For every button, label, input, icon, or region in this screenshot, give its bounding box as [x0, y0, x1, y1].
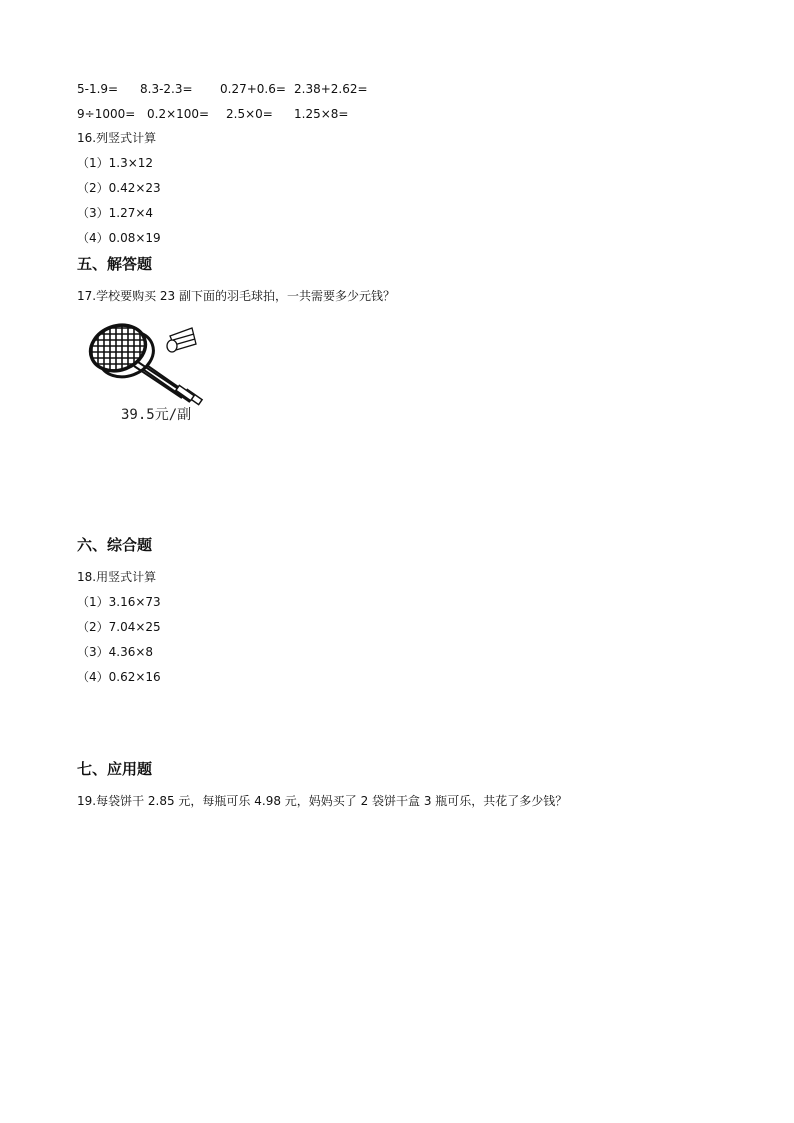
shuttlecock-icon — [167, 328, 196, 352]
section-7-heading: 七、应用题 — [77, 760, 153, 778]
oral-calc-item: 2.5×0= — [226, 107, 273, 121]
oral-calc-item: 2.38+2.62= — [294, 82, 368, 96]
question-16-item: （3）1.27×4 — [77, 206, 154, 220]
question-18-item: （4）0.62×16 — [77, 670, 161, 684]
question-16-item: （1）1.3×12 — [77, 156, 154, 170]
oral-calc-item: 0.2×100= — [147, 107, 210, 121]
section-6-heading: 六、综合题 — [77, 536, 153, 554]
question-18-item: （1）3.16×73 — [77, 595, 161, 609]
section-5-heading: 五、解答题 — [77, 255, 153, 273]
oral-calc-item: 9÷1000= — [77, 107, 136, 121]
oral-calc-item: 8.3-2.3= — [140, 82, 193, 96]
oral-calc-item: 5-1.9= — [77, 82, 119, 96]
question-17-text: 17.学校要购买 23 副下面的羽毛球拍，一共需要多少元钱？ — [77, 289, 395, 303]
question-16-item: （4）0.08×19 — [77, 231, 161, 245]
question-16-item: （2）0.42×23 — [77, 181, 161, 195]
price-label: 39.5元/副 — [121, 407, 192, 423]
question-19-text: 19.每袋饼干 2.85 元，每瓶可乐 4.98 元，妈妈买了 2 袋饼干盒 3 瓶可乐，共花了多少钱？ — [77, 794, 568, 808]
oral-calc-item: 0.27+0.6= — [220, 82, 286, 96]
question-18-title: 18.用竖式计算 — [77, 570, 157, 584]
question-18-item: （3）4.36×8 — [77, 645, 154, 659]
badminton-racket-icon — [84, 318, 194, 401]
oral-calc-item: 1.25×8= — [294, 107, 349, 121]
question-18-item: （2）7.04×25 — [77, 620, 161, 634]
question-16-title: 16.列竖式计算 — [77, 131, 157, 145]
